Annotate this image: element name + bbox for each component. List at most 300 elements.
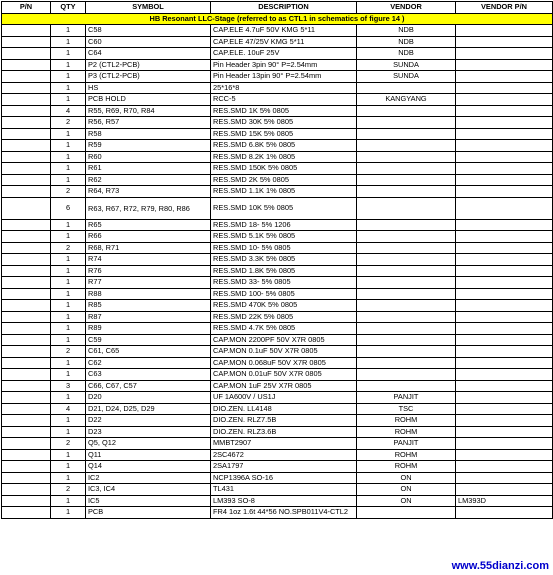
cell-qty: 1 xyxy=(51,461,86,473)
cell-description: CAP.ELE. 10uF 25V xyxy=(211,48,357,60)
cell-vendor-pn xyxy=(456,472,553,484)
cell-pn xyxy=(2,254,51,266)
cell-symbol: IC5 xyxy=(86,495,211,507)
cell-pn xyxy=(2,219,51,231)
cell-symbol: P2 (CTL2-PCB) xyxy=(86,59,211,71)
cell-pn xyxy=(2,277,51,289)
cell-qty: 1 xyxy=(51,426,86,438)
table-row xyxy=(2,392,553,404)
cell-pn xyxy=(2,71,51,83)
cell-symbol: PCB xyxy=(86,507,211,519)
cell-vendor xyxy=(357,277,456,289)
header-vendor: VENDOR xyxy=(357,2,456,14)
cell-vendor: ROHM xyxy=(357,415,456,427)
cell-description: RES.SMD 2K 5% 0805 xyxy=(211,174,357,186)
table-row xyxy=(2,36,553,48)
cell-description: CAP.MON 1uF 25V X7R 0805 xyxy=(211,380,357,392)
cell-qty: 1 xyxy=(51,300,86,312)
table-row xyxy=(2,242,553,254)
cell-vendor xyxy=(357,300,456,312)
header-description: DESCRIPTION xyxy=(211,2,357,14)
cell-description: RES.SMD 6.8K 5% 0805 xyxy=(211,140,357,152)
table-row xyxy=(2,484,553,496)
cell-vendor xyxy=(357,117,456,129)
cell-pn xyxy=(2,25,51,37)
cell-vendor-pn xyxy=(456,94,553,106)
cell-description: RES.SMD 3.3K 5% 0805 xyxy=(211,254,357,266)
cell-vendor xyxy=(357,311,456,323)
cell-pn xyxy=(2,48,51,60)
cell-qty: 4 xyxy=(51,403,86,415)
cell-pn xyxy=(2,300,51,312)
cell-description: RES.SMD 18- 5% 1206 xyxy=(211,219,357,231)
cell-vendor-pn xyxy=(456,105,553,117)
cell-qty: 2 xyxy=(51,484,86,496)
cell-vendor-pn xyxy=(456,128,553,140)
cell-vendor-pn xyxy=(456,357,553,369)
cell-pn xyxy=(2,461,51,473)
table-row xyxy=(2,254,553,266)
cell-pn xyxy=(2,140,51,152)
cell-description: RES.SMD 10K 5% 0805 xyxy=(211,197,357,219)
cell-qty: 1 xyxy=(51,82,86,94)
cell-pn xyxy=(2,197,51,219)
cell-vendor-pn xyxy=(456,242,553,254)
cell-qty: 1 xyxy=(51,334,86,346)
cell-symbol: R59 xyxy=(86,140,211,152)
cell-qty: 2 xyxy=(51,346,86,358)
cell-vendor-pn xyxy=(456,219,553,231)
cell-vendor-pn xyxy=(456,48,553,60)
table-row xyxy=(2,472,553,484)
cell-vendor-pn xyxy=(456,288,553,300)
cell-vendor-pn xyxy=(456,59,553,71)
table-row xyxy=(2,357,553,369)
table-row xyxy=(2,71,553,83)
cell-description: RES.SMD 10- 5% 0805 xyxy=(211,242,357,254)
cell-vendor-pn xyxy=(456,403,553,415)
cell-symbol: R76 xyxy=(86,265,211,277)
cell-symbol: Q14 xyxy=(86,461,211,473)
cell-vendor-pn xyxy=(456,265,553,277)
cell-vendor: SUNDA xyxy=(357,71,456,83)
cell-description: 25*16*8 xyxy=(211,82,357,94)
cell-vendor-pn xyxy=(456,461,553,473)
cell-qty: 1 xyxy=(51,392,86,404)
cell-description: RES.SMD 33- 5% 0805 xyxy=(211,277,357,289)
table-row xyxy=(2,59,553,71)
cell-pn xyxy=(2,231,51,243)
cell-vendor-pn xyxy=(456,484,553,496)
cell-description: CAP.ELE 47/25V KMG 5*11 xyxy=(211,36,357,48)
cell-pn xyxy=(2,403,51,415)
table-row xyxy=(2,186,553,198)
cell-qty: 1 xyxy=(51,25,86,37)
cell-symbol: D22 xyxy=(86,415,211,427)
cell-description: RES.SMD 1.8K 5% 0805 xyxy=(211,265,357,277)
cell-qty: 1 xyxy=(51,48,86,60)
cell-qty: 2 xyxy=(51,438,86,450)
table-row xyxy=(2,140,553,152)
cell-qty: 2 xyxy=(51,117,86,129)
cell-vendor xyxy=(357,346,456,358)
cell-pn xyxy=(2,484,51,496)
cell-vendor-pn xyxy=(456,36,553,48)
cell-vendor-pn xyxy=(456,507,553,519)
cell-vendor-pn xyxy=(456,369,553,381)
cell-pn xyxy=(2,426,51,438)
cell-vendor-pn xyxy=(456,82,553,94)
cell-vendor: ON xyxy=(357,484,456,496)
cell-pn xyxy=(2,174,51,186)
cell-vendor xyxy=(357,231,456,243)
cell-qty: 1 xyxy=(51,71,86,83)
table-row xyxy=(2,346,553,358)
cell-vendor: NDB xyxy=(357,48,456,60)
cell-description: Pin Header 3pin 90° P=2.54mm xyxy=(211,59,357,71)
cell-pn xyxy=(2,346,51,358)
table-row xyxy=(2,94,553,106)
cell-symbol: R58 xyxy=(86,128,211,140)
cell-symbol: R85 xyxy=(86,300,211,312)
cell-qty: 6 xyxy=(51,197,86,219)
cell-qty: 1 xyxy=(51,495,86,507)
header-vendor-pn: VENDOR P/N xyxy=(456,2,553,14)
cell-vendor: PANJIT xyxy=(357,438,456,450)
table-row xyxy=(2,151,553,163)
cell-symbol: C58 xyxy=(86,25,211,37)
table-row xyxy=(2,197,553,219)
cell-pn xyxy=(2,82,51,94)
cell-description: RES.SMD 15K 5% 0805 xyxy=(211,128,357,140)
cell-vendor: NDB xyxy=(357,36,456,48)
cell-symbol: R89 xyxy=(86,323,211,335)
table-row xyxy=(2,438,553,450)
table-row xyxy=(2,323,553,335)
cell-description: RES.SMD 5.1K 5% 0805 xyxy=(211,231,357,243)
cell-vendor xyxy=(357,174,456,186)
cell-symbol: R88 xyxy=(86,288,211,300)
cell-symbol: C64 xyxy=(86,48,211,60)
cell-qty: 1 xyxy=(51,174,86,186)
cell-vendor xyxy=(357,265,456,277)
cell-description: CAP.ELE 4.7uF 50V KMG 5*11 xyxy=(211,25,357,37)
cell-vendor: PANJIT xyxy=(357,392,456,404)
cell-vendor: ROHM xyxy=(357,426,456,438)
cell-description: LM393 SO-8 xyxy=(211,495,357,507)
cell-description: CAP.MON 2200PF 50V X7R 0805 xyxy=(211,334,357,346)
cell-symbol: R60 xyxy=(86,151,211,163)
cell-vendor xyxy=(357,128,456,140)
cell-vendor xyxy=(357,163,456,175)
cell-vendor xyxy=(357,380,456,392)
cell-symbol: R66 xyxy=(86,231,211,243)
cell-description: DIO.ZEN. RLZ7.5B xyxy=(211,415,357,427)
table-row xyxy=(2,403,553,415)
cell-qty: 1 xyxy=(51,231,86,243)
cell-vendor: ROHM xyxy=(357,461,456,473)
cell-qty: 1 xyxy=(51,507,86,519)
cell-vendor xyxy=(357,334,456,346)
cell-pn xyxy=(2,392,51,404)
cell-vendor-pn xyxy=(456,197,553,219)
cell-vendor-pn xyxy=(456,25,553,37)
cell-qty: 1 xyxy=(51,472,86,484)
cell-vendor xyxy=(357,82,456,94)
cell-vendor-pn xyxy=(456,346,553,358)
cell-qty: 1 xyxy=(51,94,86,106)
cell-vendor xyxy=(357,151,456,163)
cell-description: TL431 xyxy=(211,484,357,496)
cell-description: 2SC4672 xyxy=(211,449,357,461)
cell-symbol: R77 xyxy=(86,277,211,289)
cell-vendor-pn xyxy=(456,186,553,198)
cell-symbol: R56, R57 xyxy=(86,117,211,129)
cell-symbol: R87 xyxy=(86,311,211,323)
cell-symbol: P3 (CTL2-PCB) xyxy=(86,71,211,83)
cell-description: RCC-5 xyxy=(211,94,357,106)
table-row xyxy=(2,380,553,392)
cell-pn xyxy=(2,128,51,140)
table-row xyxy=(2,495,553,507)
cell-vendor: ON xyxy=(357,495,456,507)
cell-qty: 1 xyxy=(51,415,86,427)
cell-vendor-pn xyxy=(456,380,553,392)
cell-description: RES.SMD 100- 5% 0805 xyxy=(211,288,357,300)
cell-pn xyxy=(2,94,51,106)
cell-qty: 1 xyxy=(51,277,86,289)
cell-vendor-pn xyxy=(456,392,553,404)
cell-qty: 4 xyxy=(51,105,86,117)
cell-qty: 1 xyxy=(51,265,86,277)
cell-description: 2SA1797 xyxy=(211,461,357,473)
cell-symbol: R62 xyxy=(86,174,211,186)
cell-pn xyxy=(2,265,51,277)
cell-vendor xyxy=(357,288,456,300)
cell-qty: 1 xyxy=(51,36,86,48)
table-row xyxy=(2,117,553,129)
table-row xyxy=(2,415,553,427)
cell-description: CAP.MON 0.01uF 50V X7R 0805 xyxy=(211,369,357,381)
cell-pn xyxy=(2,507,51,519)
cell-qty: 1 xyxy=(51,140,86,152)
cell-vendor-pn xyxy=(456,163,553,175)
cell-pn xyxy=(2,117,51,129)
cell-symbol: IC2 xyxy=(86,472,211,484)
header-row xyxy=(2,2,553,14)
cell-description: RES.SMD 150K 5% 0805 xyxy=(211,163,357,175)
table-row xyxy=(2,174,553,186)
cell-description: DIO.ZEN. RLZ3.6B xyxy=(211,426,357,438)
watermark-text: www.55dianzi.com xyxy=(451,560,549,572)
cell-pn xyxy=(2,369,51,381)
table-row xyxy=(2,265,553,277)
cell-vendor-pn xyxy=(456,323,553,335)
cell-symbol: C59 xyxy=(86,334,211,346)
cell-vendor xyxy=(357,197,456,219)
cell-vendor-pn xyxy=(456,334,553,346)
table-row xyxy=(2,449,553,461)
cell-description: DIO.ZEN. LL4148 xyxy=(211,403,357,415)
cell-vendor-pn xyxy=(456,300,553,312)
cell-description: NCP1396A SO-16 xyxy=(211,472,357,484)
cell-qty: 1 xyxy=(51,151,86,163)
cell-symbol: R63, R67, R72, R79, R80, R86 xyxy=(86,197,211,219)
cell-description: RES.SMD 8.2K 1% 0805 xyxy=(211,151,357,163)
cell-symbol: R64, R73 xyxy=(86,186,211,198)
cell-symbol: C61, C65 xyxy=(86,346,211,358)
cell-vendor xyxy=(357,323,456,335)
cell-description: RES.SMD 30K 5% 0805 xyxy=(211,117,357,129)
cell-description: RES.SMD 4.7K 5% 0805 xyxy=(211,323,357,335)
cell-vendor xyxy=(357,219,456,231)
cell-symbol: C66, C67, C57 xyxy=(86,380,211,392)
cell-vendor-pn xyxy=(456,415,553,427)
cell-vendor-pn xyxy=(456,449,553,461)
cell-pn xyxy=(2,380,51,392)
cell-vendor-pn xyxy=(456,277,553,289)
cell-vendor xyxy=(357,242,456,254)
cell-description: RES.SMD 1K 5% 0805 xyxy=(211,105,357,117)
cell-qty: 1 xyxy=(51,254,86,266)
cell-description: FR4 1oz 1.6t 44*56 NO.SPB011V4-CTL2 xyxy=(211,507,357,519)
cell-qty: 1 xyxy=(51,323,86,335)
cell-pn xyxy=(2,186,51,198)
cell-qty: 1 xyxy=(51,163,86,175)
section-title-row xyxy=(2,13,553,25)
cell-vendor xyxy=(357,186,456,198)
cell-vendor-pn xyxy=(456,254,553,266)
table-row xyxy=(2,311,553,323)
cell-description: RES.SMD 22K 5% 0805 xyxy=(211,311,357,323)
cell-qty: 1 xyxy=(51,311,86,323)
cell-symbol: R68, R71 xyxy=(86,242,211,254)
cell-vendor: ON xyxy=(357,472,456,484)
header-symbol: SYMBOL xyxy=(86,2,211,14)
cell-symbol: C62 xyxy=(86,357,211,369)
table-row xyxy=(2,334,553,346)
cell-description: RES.SMD 1.1K 1% 0805 xyxy=(211,186,357,198)
header-qty: QTY xyxy=(51,2,86,14)
cell-qty: 2 xyxy=(51,242,86,254)
header-pn: P/N xyxy=(2,2,51,14)
cell-description: RES.SMD 470K 5% 0805 xyxy=(211,300,357,312)
table-row xyxy=(2,163,553,175)
table-row xyxy=(2,48,553,60)
bom-table xyxy=(1,1,553,519)
cell-qty: 3 xyxy=(51,380,86,392)
cell-pn xyxy=(2,438,51,450)
cell-pn xyxy=(2,495,51,507)
cell-vendor: ROHM xyxy=(357,449,456,461)
cell-symbol: PCB HOLD xyxy=(86,94,211,106)
cell-symbol: Q5, Q12 xyxy=(86,438,211,450)
cell-vendor xyxy=(357,254,456,266)
cell-pn xyxy=(2,59,51,71)
cell-symbol: C63 xyxy=(86,369,211,381)
cell-pn xyxy=(2,449,51,461)
cell-qty: 1 xyxy=(51,357,86,369)
table-row xyxy=(2,426,553,438)
cell-symbol: HS xyxy=(86,82,211,94)
table-row xyxy=(2,461,553,473)
table-row xyxy=(2,288,553,300)
cell-vendor-pn xyxy=(456,426,553,438)
table-row xyxy=(2,25,553,37)
cell-symbol: D20 xyxy=(86,392,211,404)
cell-pn xyxy=(2,242,51,254)
cell-qty: 1 xyxy=(51,449,86,461)
cell-pn xyxy=(2,105,51,117)
cell-vendor xyxy=(357,357,456,369)
cell-pn xyxy=(2,472,51,484)
cell-symbol: R55, R69, R70, R84 xyxy=(86,105,211,117)
cell-symbol: C60 xyxy=(86,36,211,48)
cell-vendor-pn xyxy=(456,438,553,450)
cell-vendor-pn xyxy=(456,151,553,163)
cell-pn xyxy=(2,334,51,346)
table-row xyxy=(2,82,553,94)
cell-vendor-pn xyxy=(456,71,553,83)
table-row xyxy=(2,300,553,312)
cell-qty: 1 xyxy=(51,59,86,71)
table-row xyxy=(2,277,553,289)
cell-vendor-pn xyxy=(456,311,553,323)
cell-pn xyxy=(2,311,51,323)
cell-pn xyxy=(2,357,51,369)
cell-symbol: R65 xyxy=(86,219,211,231)
table-row xyxy=(2,369,553,381)
cell-symbol: IC3, IC4 xyxy=(86,484,211,496)
table-row xyxy=(2,231,553,243)
cell-qty: 1 xyxy=(51,369,86,381)
cell-qty: 2 xyxy=(51,186,86,198)
section-title: HB Resonant LLC-Stage (referred to as CTL1 in schematics of figure 14 ) xyxy=(2,13,553,25)
cell-description: Pin Header 13pin 90° P=2.54mm xyxy=(211,71,357,83)
cell-vendor xyxy=(357,507,456,519)
cell-symbol: D23 xyxy=(86,426,211,438)
cell-vendor-pn xyxy=(456,231,553,243)
cell-vendor xyxy=(357,369,456,381)
cell-description: MMBT2907 xyxy=(211,438,357,450)
cell-pn xyxy=(2,163,51,175)
cell-description: UF 1A600V / US1J xyxy=(211,392,357,404)
table-row xyxy=(2,507,553,519)
cell-vendor: KANGYANG xyxy=(357,94,456,106)
cell-vendor xyxy=(357,105,456,117)
cell-vendor-pn xyxy=(456,140,553,152)
cell-symbol: R74 xyxy=(86,254,211,266)
cell-symbol: R61 xyxy=(86,163,211,175)
table-row xyxy=(2,128,553,140)
cell-pn xyxy=(2,36,51,48)
cell-qty: 1 xyxy=(51,288,86,300)
cell-pn xyxy=(2,415,51,427)
cell-description: CAP.MON 0.068uF 50V X7R 0805 xyxy=(211,357,357,369)
cell-vendor xyxy=(357,140,456,152)
cell-qty: 1 xyxy=(51,128,86,140)
cell-symbol: D21, D24, D25, D29 xyxy=(86,403,211,415)
cell-pn xyxy=(2,288,51,300)
cell-vendor: SUNDA xyxy=(357,59,456,71)
table-row xyxy=(2,219,553,231)
cell-pn xyxy=(2,151,51,163)
cell-pn xyxy=(2,323,51,335)
cell-vendor-pn: LM393D xyxy=(456,495,553,507)
cell-vendor: TSC xyxy=(357,403,456,415)
table-row xyxy=(2,105,553,117)
cell-vendor-pn xyxy=(456,117,553,129)
